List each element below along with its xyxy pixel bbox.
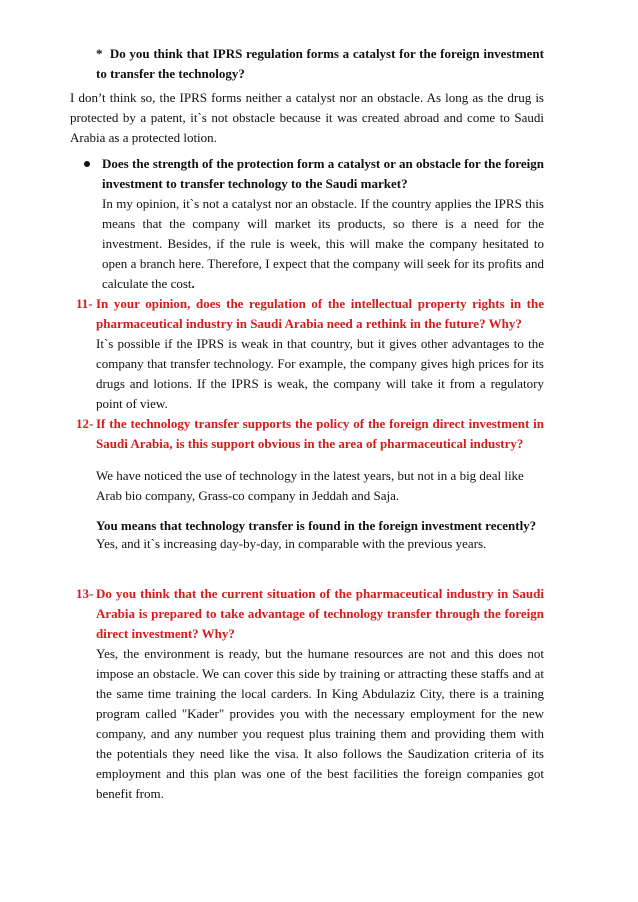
answer-11: It`s possible if the IPRS is weak in that country, but it gives other advantages to the company that transfer technology. For example, the company gives high prices for its drugs and lotions. If the IPRS is weak, the company will take it from a regulatory point of view.: [96, 336, 544, 411]
answer-period: .: [191, 276, 195, 291]
answer-protection-strength: [102, 194, 544, 294]
followup-question-12: You means that technology transfer is found in the foreign investment recently?: [96, 518, 537, 533]
question-number: 12-: [76, 416, 94, 431]
question-number: 13-: [76, 586, 94, 601]
answer-text: In my opinion, it`s not a catalyst nor an obstacle. If the country applies the IPRS this means that the company will market its products, so there is a need for the investment. Besides, if the rule is week, this will make the company hesitated to open a branch here. Therefore, I expect that the company will seek for its profits and calculate the cost: [102, 196, 544, 291]
followup-answer-12: Yes, and it`s increasing day-by-day, in comparable with the previous years.: [96, 536, 487, 551]
answer-12: We have noticed the use of technology in the latest years, but not in a big deal like Arab bio company, Grass-co company in Jeddah and Saja.: [96, 468, 524, 503]
question-12-text: If the technology transfer supports the policy of the foreign direct investment in Saudi Arabia, is this support obvious in the area of pharmaceutical industry?: [96, 416, 544, 451]
question-protection-strength: Does the strength of the protection form a catalyst or an obstacle for the foreign investment to transfer technology to the Saudi market?: [102, 156, 544, 191]
question-12-block: [76, 414, 544, 454]
question-13-block: [76, 584, 544, 644]
question-marker: *: [96, 46, 103, 61]
question-ipr-catalyst: [96, 44, 544, 84]
question-text: Do you think that IPRS regulation forms a catalyst for the foreign investment to transfer the technology?: [96, 46, 544, 81]
bullet-icon: [84, 161, 90, 167]
answer-13: Yes, the environment is ready, but the humane resources are not and this does not impose an obstacle. We can cover this side by training or attracting these staffs and at the same time training the local carders. In King Abdulaziz City, there is a training program called "Kader" provides you with the necessary employment for the new company, and any number you request plus training them and providing them with the potentials they need like the visa. It also follows the Saudization criteria of its employment and this plan was one of the best facilities the foreign companies got benefit from.: [96, 646, 544, 801]
question-13-text: Do you think that the current situation of the pharmaceutical industry in Saudi Arabia is prepared to take advantage of technology transfer through the foreign direct investment? Why?: [96, 586, 544, 641]
question-11-block: [76, 294, 544, 334]
question-number: 11-: [76, 296, 93, 311]
answer-ipr-catalyst: I don’t think so, the IPRS forms neither a catalyst nor an obstacle. As long as the drug is protected by a patent, it`s not obstacle because it was created abroad and come to Saudi Arabia as a protected lotion.: [70, 90, 544, 145]
question-11-text: In your opinion, does the regulation of the intellectual property rights in the pharmaceutical industry in Saudi Arabia need a rethink in the future? Why?: [96, 296, 544, 331]
